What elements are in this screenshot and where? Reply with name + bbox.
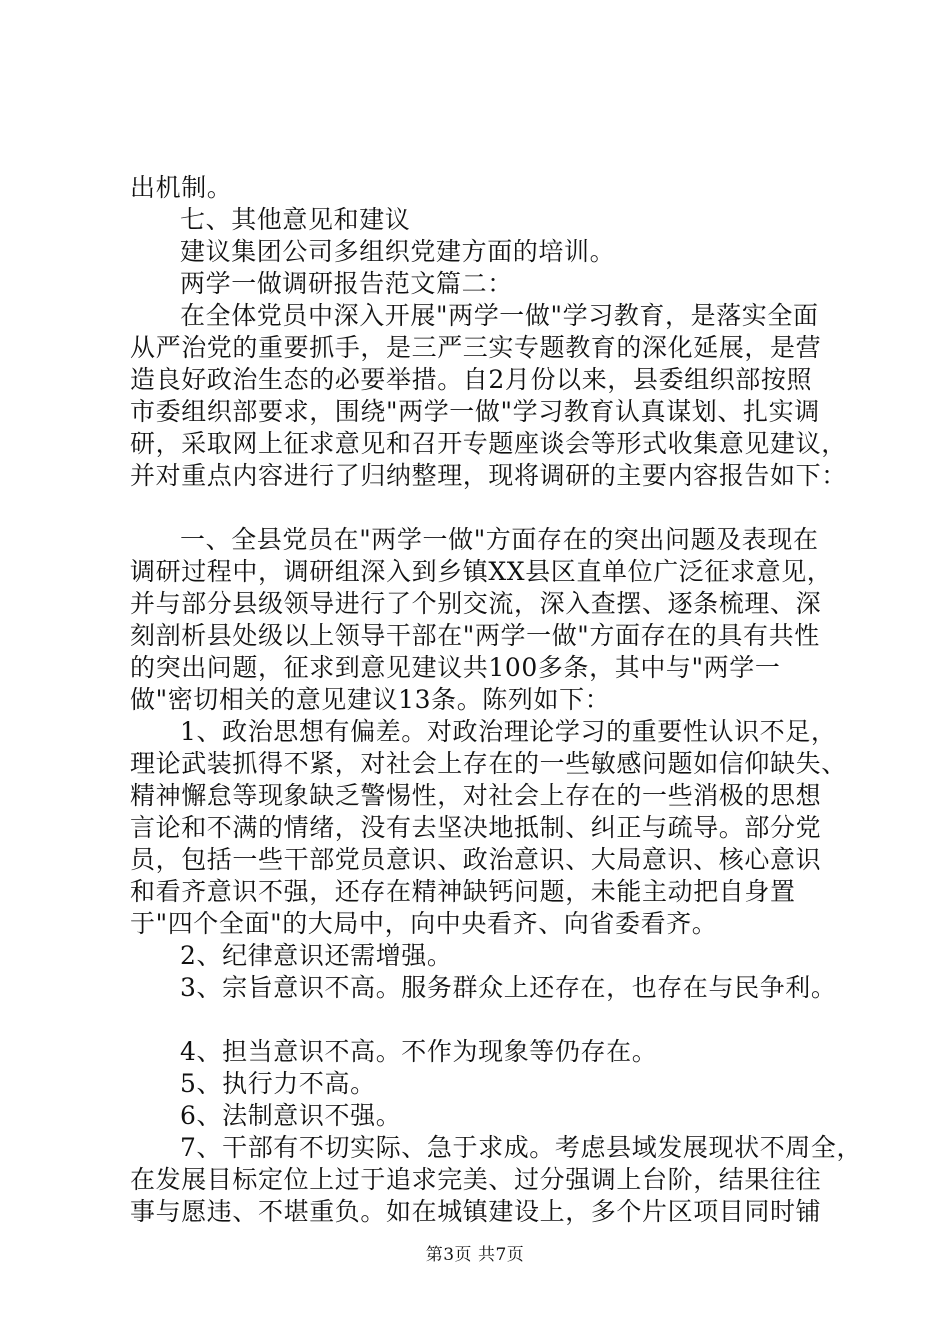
list-item: 2、纪律意识还需增强。 <box>180 941 453 970</box>
text-line: 和看齐意识不强，还存在精神缺钙问题，未能主动把自身置 <box>130 877 796 906</box>
text-line: 建议集团公司多组织党建方面的培训。 <box>180 237 616 266</box>
page-number: 第3页 共7页 <box>425 1245 525 1265</box>
text-line: 事与愿违、不堪重负。如在城镇建设上，多个片区项目同时铺 <box>130 1197 822 1226</box>
text-line: 市委组织部要求，围绕"两学一做"学习教育认真谋划、扎实调 <box>130 397 820 426</box>
list-item: 6、法制意识不强。 <box>180 1101 402 1130</box>
text-line: 研，采取网上征求意见和召开专题座谈会等形式收集意见建议， <box>130 429 847 458</box>
text-line: 调研过程中，调研组深入到乡镇XX县区直单位广泛征求意见， <box>130 557 833 586</box>
section-heading: 一、全县党员在"两学一做"方面存在的突出问题及表现在 <box>180 525 819 554</box>
text-line: 并对重点内容进行了归纳整理，现将调研的主要内容报告如下： <box>130 461 847 490</box>
text-line: 的突出问题，征求到意见建议共100多条，其中与"两学一 <box>130 653 781 682</box>
text-line: 做"密切相关的意见建议13条。陈列如下： <box>130 685 611 714</box>
list-item: 5、执行力不高。 <box>180 1069 376 1098</box>
text-line: 出机制。 <box>130 173 233 202</box>
text-line: 刻剖析县处级以上领导干部在"两学一做"方面存在的具有共性 <box>130 621 820 650</box>
text-line: 造良好政治生态的必要举措。自2月份以来，县委组织部按照 <box>130 365 813 394</box>
list-item: 1、政治思想有偏差。对政治理论学习的重要性认识不足， <box>180 717 837 746</box>
blank-line <box>130 492 830 524</box>
blank-line <box>130 1004 830 1036</box>
text-line: 言论和不满的情绪，没有去坚决地抵制、纠正与疏导。部分党 <box>130 813 822 842</box>
text-line: 于"四个全面"的大局中，向中央看齐、向省委看齐。 <box>130 909 718 938</box>
article-title: 两学一做调研报告范文篇二： <box>180 269 513 298</box>
text-line: 在全体党员中深入开展"两学一做"学习教育，是落实全面 <box>180 301 819 330</box>
document-body <box>130 172 863 1228</box>
text-line: 员，包括一些干部党员意识、政治意识、大局意识、核心意识 <box>130 845 822 874</box>
text-line: 并与部分县级领导进行了个别交流，深入查摆、逐条梳理、深 <box>130 589 822 618</box>
section-heading: 七、其他意见和建议 <box>180 205 411 234</box>
list-item: 7、干部有不切实际、急于求成。考虑县域发展现状不周全， <box>180 1133 863 1162</box>
list-item: 3、宗旨意识不高。服务群众上还存在，也存在与民争利。 <box>180 973 837 1002</box>
text-line: 精神懈怠等现象缺乏警惕性，对社会上存在的一些消极的思想 <box>130 781 822 810</box>
text-line: 理论武装抓得不紧，对社会上存在的一些敏感问题如信仰缺失、 <box>130 749 847 778</box>
text-line: 从严治党的重要抓手，是三严三实专题教育的深化延展，是营 <box>130 333 822 362</box>
list-item: 4、担当意识不高。不作为现象等仍存在。 <box>180 1037 658 1066</box>
text-line: 在发展目标定位上过于追求完美、过分强调上台阶，结果往往 <box>130 1165 822 1194</box>
